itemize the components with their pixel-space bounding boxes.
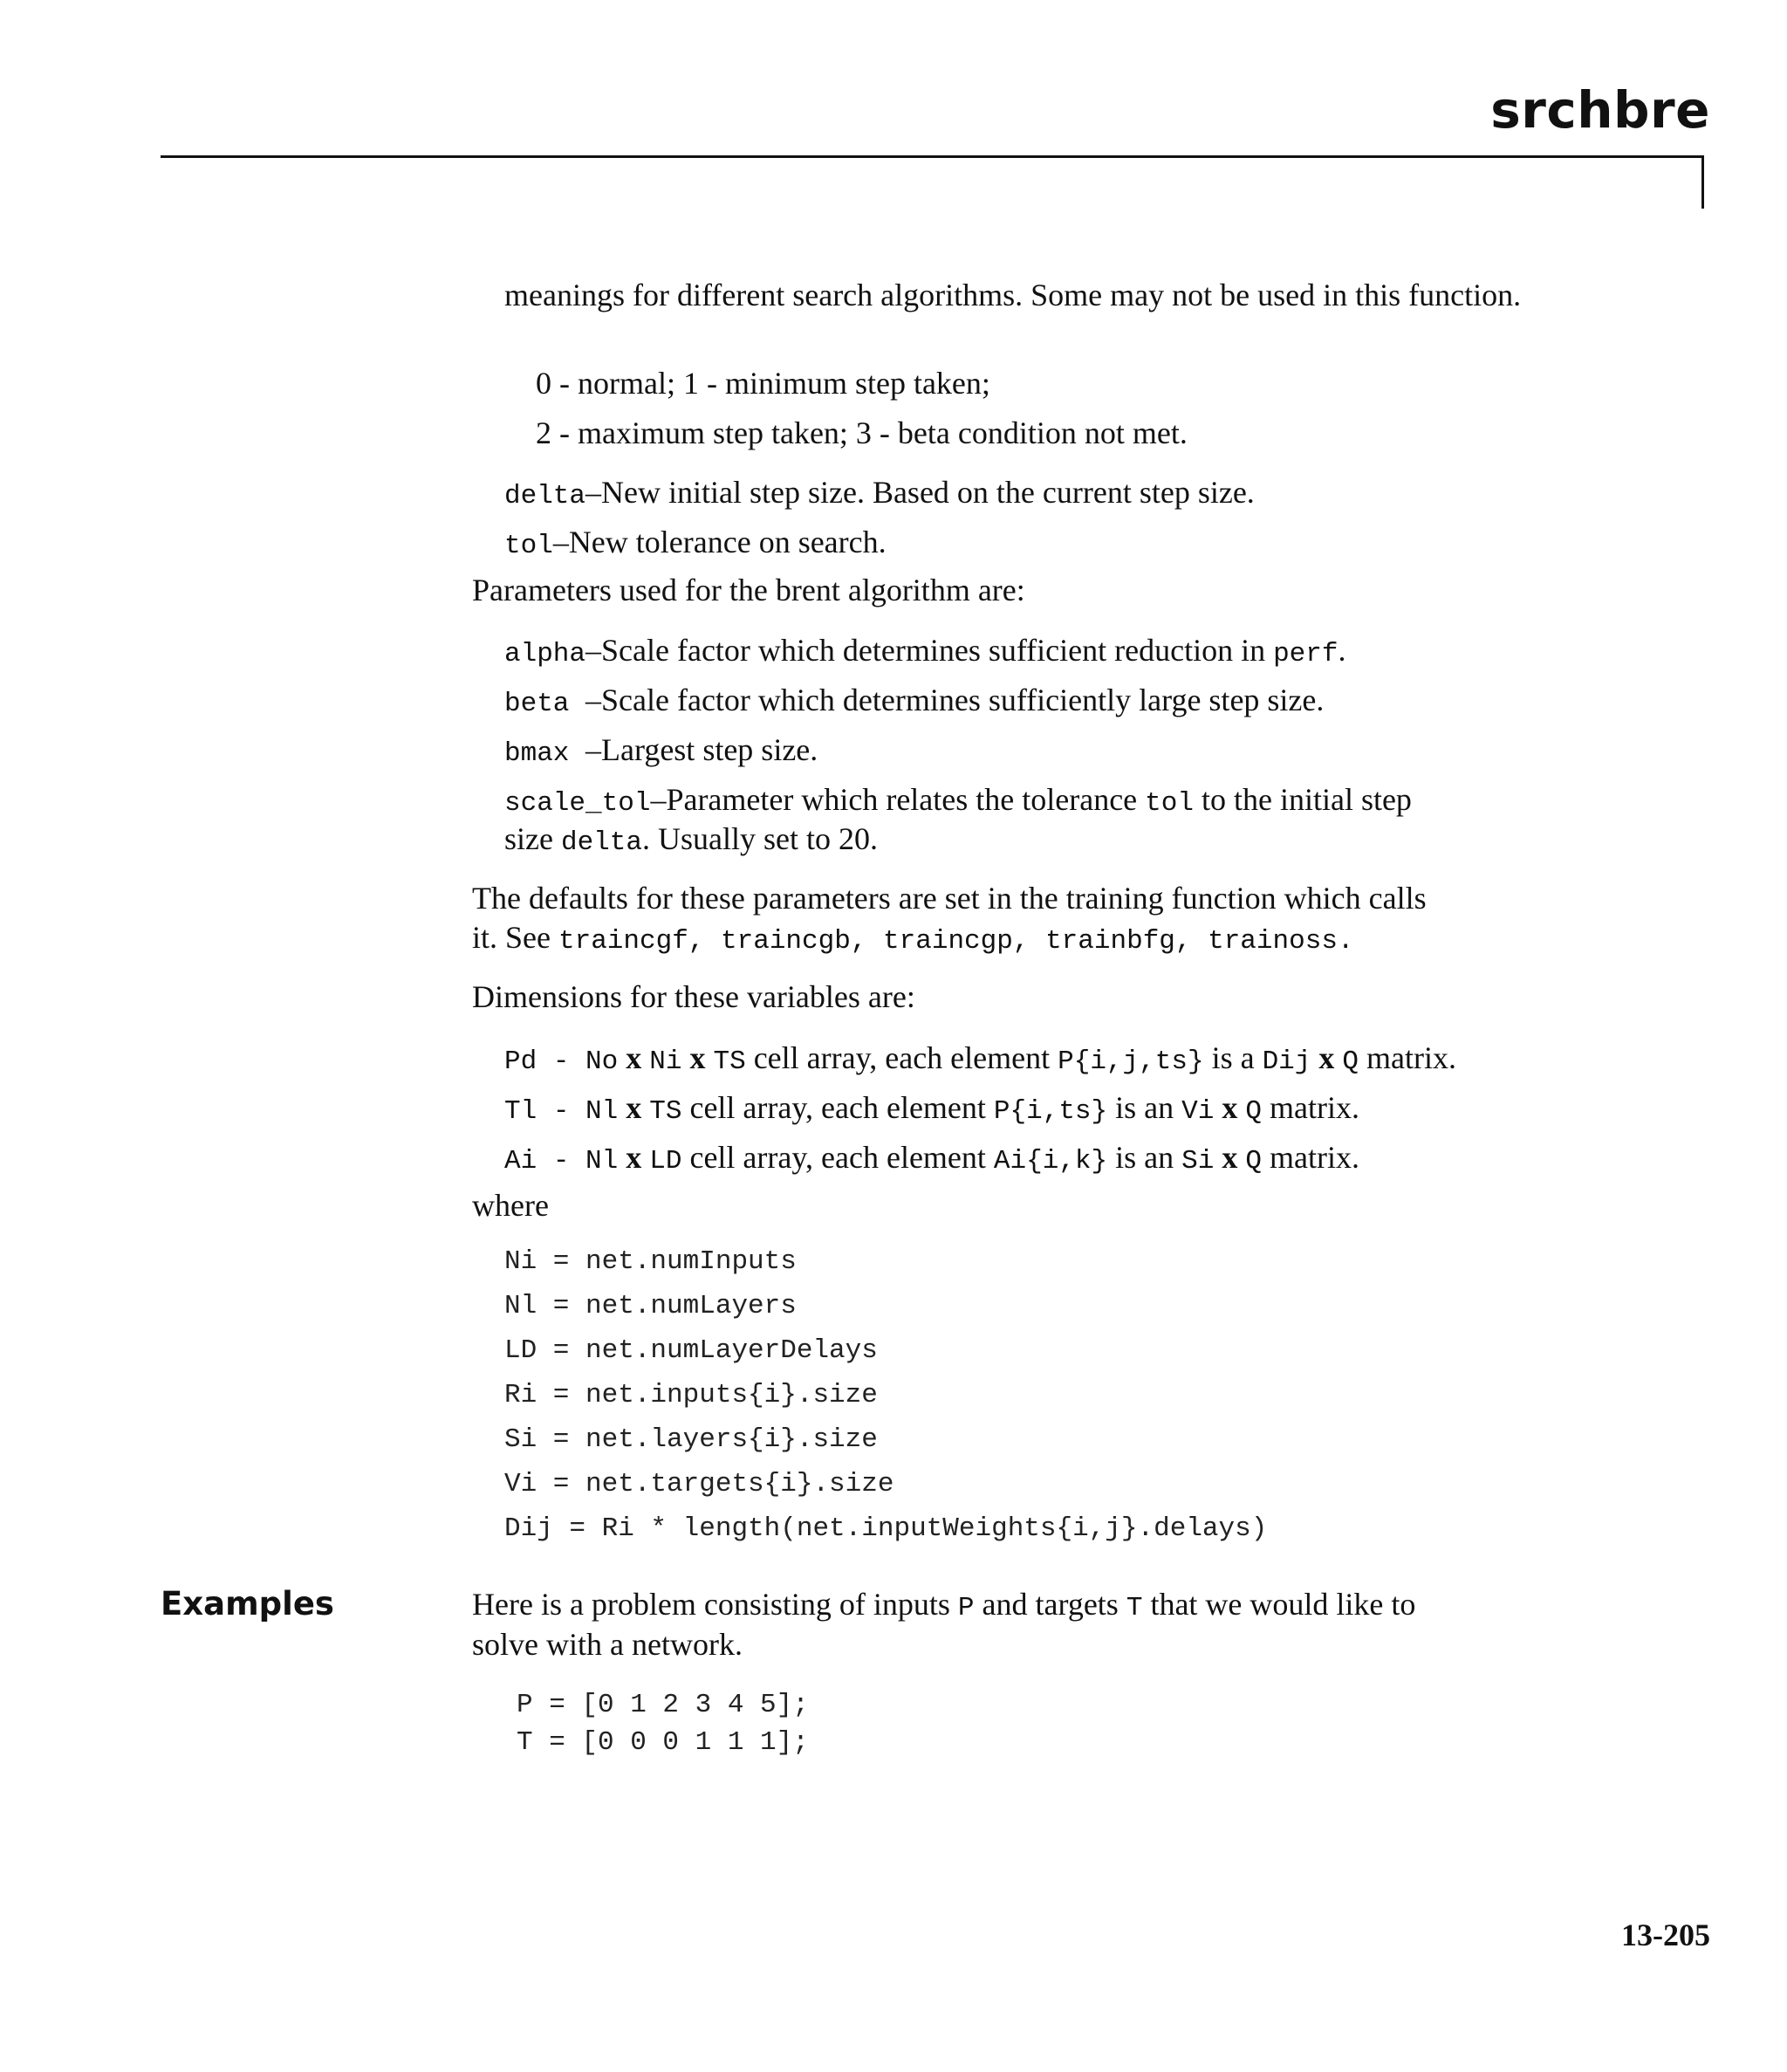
param-desc: New tolerance on search. [568,525,887,559]
definition-line: Vi = net.targets{i}.size [504,1469,894,1499]
definition-line: Ri = net.inputs{i}.size [504,1380,878,1410]
param-desc: Largest step size. [601,732,818,767]
param-name: delta [504,481,586,511]
exit-codes-line-1: 0 - normal; 1 - minimum step taken; [536,366,990,401]
definition-line: LD = net.numLayerDelays [504,1335,878,1366]
page-number: 13-205 [1621,1918,1710,1952]
param-beta: beta –Scale factor which determines sufficiently large step size. [504,680,1324,724]
param-alpha: alpha–Scale factor which determines sufficient reduction in perf. [504,630,1346,675]
exit-codes-line-2: 2 - maximum step taken; 3 - beta condition not met. [536,415,1188,450]
dimension-row: Tl - Nl x TS cell array, each element P{i,ts} is an Vi x Q matrix. [504,1090,1359,1127]
defaults-line-2: it. See traincgf, traincgb, traincgp, trainbfg, trainoss. [472,920,1354,957]
param-scale-tol-cont: size delta. Usually set to 20. [504,821,878,858]
param-name: alpha [504,639,586,669]
definition-line: Ni = net.numInputs [504,1246,797,1277]
param-scale-tol: scale_tol–Parameter which relates the tolerance tol to the initial step [504,779,1412,824]
examples-text-line-2: solve with a network. [472,1627,743,1662]
code-line: P = [0 1 2 3 4 5]; [517,1690,809,1720]
param-name: bmax [504,738,586,769]
param-name: beta [504,689,586,719]
page-title: srchbre [1490,80,1710,140]
training-function-list: traincgf, traincgb, traincgp, trainbfg, trainoss. [558,926,1354,957]
brent-heading: Parameters used for the brent algorithm are: [472,573,1025,607]
section-label-examples: Examples [161,1585,334,1623]
dimensions-heading: Dimensions for these variables are: [472,979,915,1014]
output-delta: delta–New initial step size. Based on the current step size. [504,472,1255,517]
where-label: where [472,1188,549,1223]
param-desc: New initial step size. Based on the current step size. [601,475,1255,510]
param-desc: Scale factor which determines sufficiently large step size. [601,683,1325,717]
definition-line: Nl = net.numLayers [504,1291,797,1321]
param-name: scale_tol [504,788,651,819]
param-desc: Scale factor which determines sufficient reduction in [601,633,1274,668]
definition-line: Dij = Ri * length(net.inputWeights{i,j}.delays) [504,1513,1268,1544]
code-line: T = [0 0 0 1 1 1]; [517,1727,809,1758]
output-tol: tol–New tolerance on search. [504,522,887,566]
dimension-row: Pd - No x Ni x TS cell array, each element P{i,j,ts} is a Dij x Q matrix. [504,1040,1456,1077]
defaults-line-1: The defaults for these parameters are set in the training function which calls [472,881,1427,916]
definition-line: Si = net.layers{i}.size [504,1424,878,1455]
param-name: tol [504,531,553,561]
dimension-row: Ai - Nl x LD cell array, each element Ai{i,k} is an Si x Q matrix. [504,1140,1359,1177]
param-code: perf [1273,639,1339,669]
examples-text-line-1: Here is a problem consisting of inputs P and targets T that we would like to [472,1587,1416,1623]
param-bmax: bmax –Largest step size. [504,730,818,774]
intro-text: meanings for different search algorithms. Some may not be used in this function. [504,278,1522,312]
